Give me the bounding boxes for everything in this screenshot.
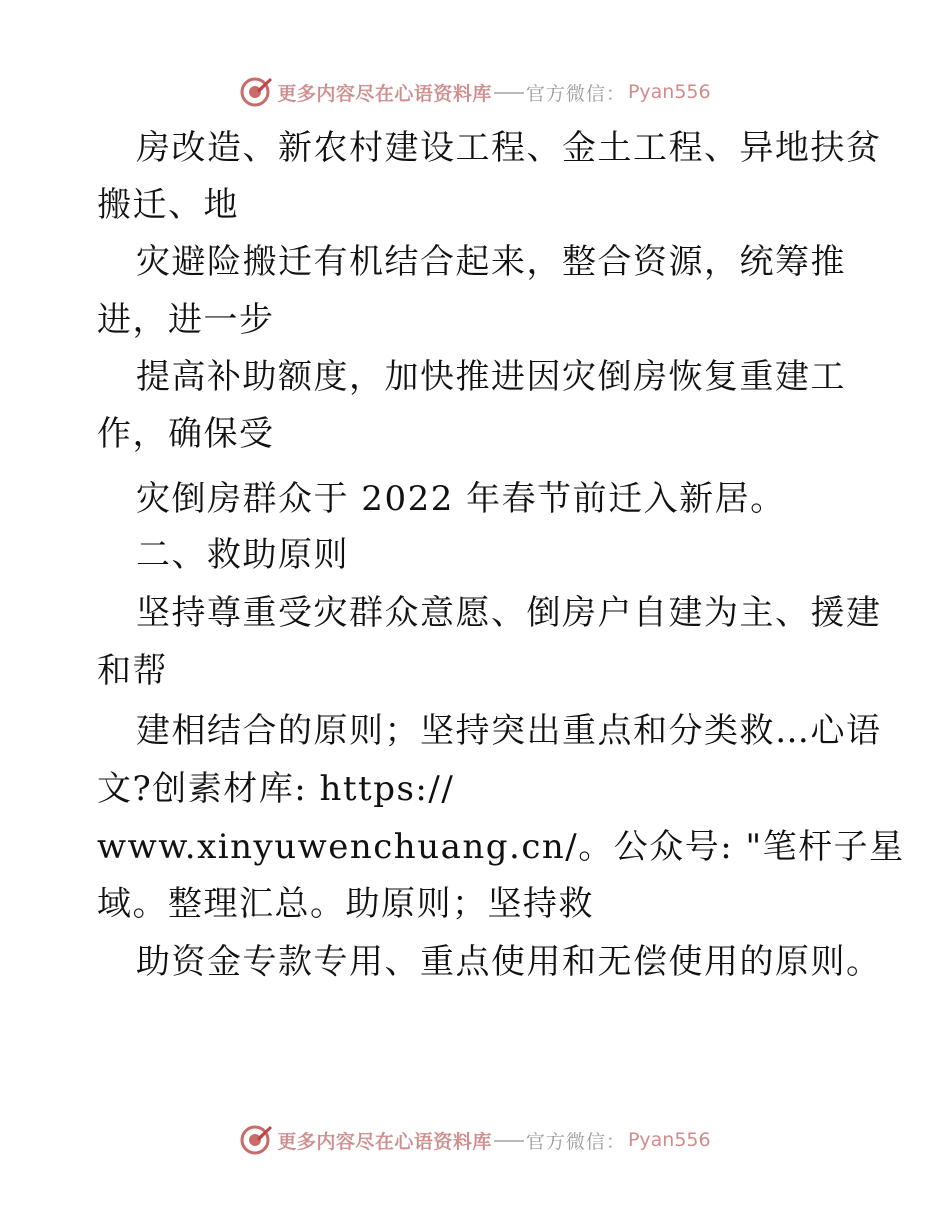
paragraph-line: 建相结合的原则；坚持突出重点和分类救…心语: [136, 711, 882, 751]
watermark-footer: [0, 1120, 950, 1160]
watermark-wechat-id: Pyan556: [627, 1129, 711, 1151]
paragraph-line: 和帮: [97, 651, 168, 691]
watermark-site-name: 更多内容尽在心语资料库: [277, 1130, 492, 1153]
watermark-official-label: 官方微信：: [525, 82, 626, 105]
paragraph-line: 作，确保受: [97, 414, 275, 454]
paragraph-line: 灾倒房群众于 2022 年春节前迁入新居。: [136, 479, 786, 519]
paragraph-line: 灾避险搬迁有机结合起来，整合资源，统筹推: [136, 242, 846, 282]
watermark-header: [0, 72, 950, 112]
watermark-site-name: 更多内容尽在心语资料库: [277, 82, 492, 105]
paragraph-line: 助资金专款专用、重点使用和无偿使用的原则。: [136, 942, 882, 982]
brush-logo-icon: [239, 1123, 273, 1157]
watermark-dash: [494, 1140, 524, 1142]
paragraph-line: 房改造、新农村建设工程、金土工程、异地扶贫: [136, 128, 882, 168]
brush-logo-icon: [239, 75, 273, 109]
paragraph-line: 文?创素材库: https://: [97, 769, 455, 809]
paragraph-line: 域。整理汇总。助原则；坚持救: [97, 884, 594, 924]
paragraph-line: www.xinyuwenchuang.cn/。公众号: "笔杆子星: [97, 827, 905, 867]
watermark-wechat-id: Pyan556: [627, 81, 711, 103]
section-heading: 二、救助原则: [136, 535, 349, 575]
paragraph-line: 搬迁、地: [97, 185, 239, 225]
paragraph-line: 进，进一步: [97, 300, 275, 340]
paragraph-line: 坚持尊重受灾群众意愿、倒房户自建为主、援建: [136, 593, 882, 633]
watermark-official-label: 官方微信：: [525, 1130, 626, 1153]
watermark-dash: [494, 92, 524, 94]
paragraph-line: 提高补助额度，加快推进因灾倒房恢复重建工: [136, 357, 846, 397]
